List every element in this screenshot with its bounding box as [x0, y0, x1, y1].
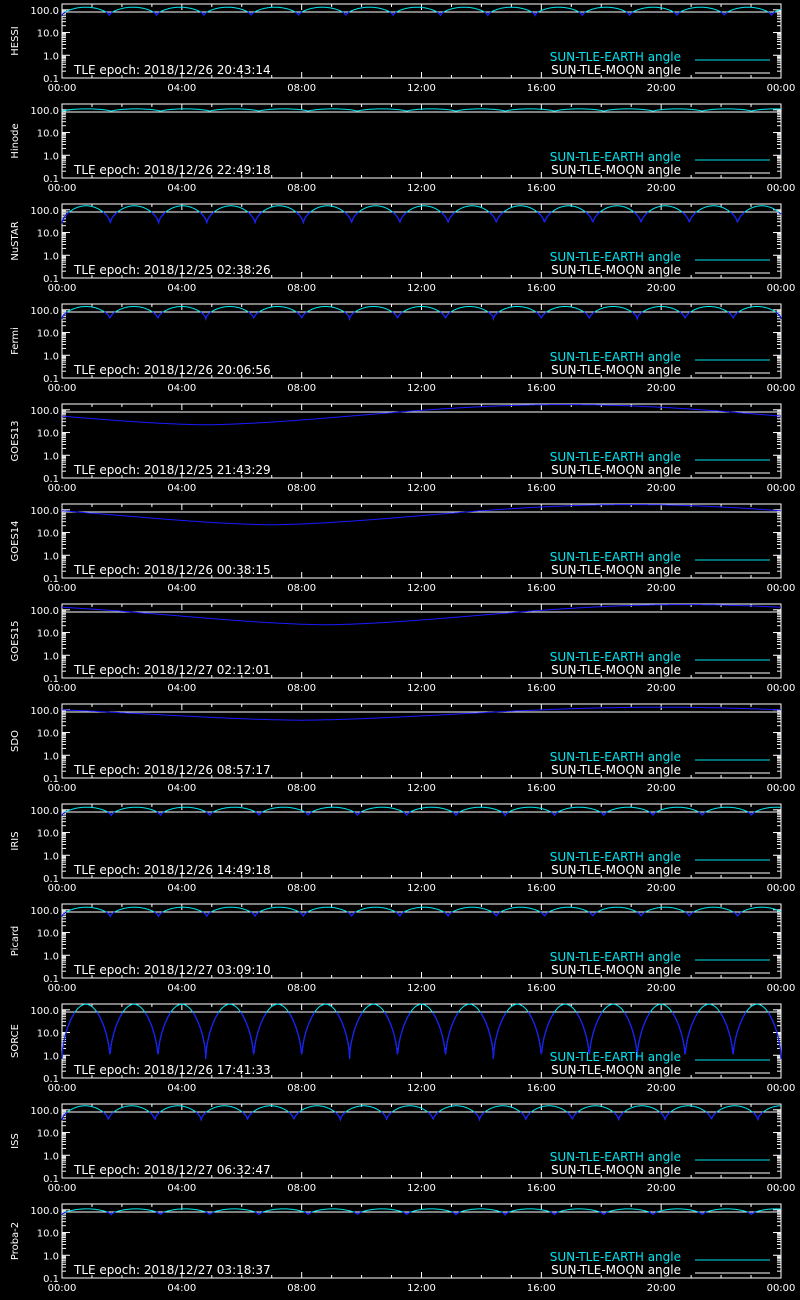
panel-sorce — [0, 1000, 800, 1100]
earth-angle-dip-series — [62, 912, 742, 917]
y-tick-label: 100.0 — [30, 505, 59, 517]
x-tick-label: 16:00 — [526, 683, 556, 694]
x-tick-label: 00:00 — [766, 583, 796, 594]
x-tick-label: 00:00 — [766, 683, 796, 694]
y-tick-label: 0.1 — [43, 1074, 59, 1085]
x-tick-label: 00:00 — [47, 483, 77, 494]
legend-earth-label: SUN-TLE-EARTH angle — [549, 350, 681, 364]
legend-moon-label: SUN-TLE-MOON angle — [551, 1063, 681, 1077]
y-tick-label: 1.0 — [43, 651, 59, 663]
legend-earth-label: SUN-TLE-EARTH angle — [549, 1050, 681, 1064]
x-tick-label: 00:00 — [766, 1283, 796, 1294]
x-tick-label: 00:00 — [47, 383, 77, 394]
y-tick-label: 100.0 — [30, 1205, 59, 1217]
y-tick-label: 1.0 — [43, 1251, 59, 1263]
x-tick-label: 12:00 — [407, 1083, 436, 1094]
x-tick-label: 00:00 — [47, 583, 77, 594]
y-tick-label: 100.0 — [30, 405, 59, 417]
plot-svg-sorce — [0, 1000, 800, 1100]
legend-earth-label: SUN-TLE-EARTH angle — [549, 250, 681, 264]
y-tick-label: 10.0 — [36, 828, 59, 840]
y-tick-label: 1.0 — [43, 1151, 59, 1163]
x-tick-label: 16:00 — [526, 483, 556, 494]
x-tick-label: 04:00 — [167, 1283, 197, 1294]
tle-epoch-text: TLE epoch: 2018/12/27 03:18:37 — [74, 1263, 271, 1277]
x-tick-label: 00:00 — [766, 783, 796, 794]
tle-epoch-text: TLE epoch: 2018/12/26 20:43:14 — [74, 63, 271, 77]
legend-earth-label: SUN-TLE-EARTH angle — [549, 550, 681, 564]
y-tick-label: 100.0 — [30, 205, 59, 217]
x-tick-label: 16:00 — [526, 1283, 556, 1294]
x-tick-label: 20:00 — [646, 1183, 676, 1194]
y-tick-label: 1.0 — [43, 251, 59, 263]
x-tick-label: 16:00 — [526, 183, 556, 194]
earth-angle-series — [62, 109, 781, 112]
plot-svg-goes15 — [0, 600, 800, 700]
x-tick-label: 00:00 — [47, 1083, 77, 1094]
y-axis-label: GOES14 — [10, 520, 21, 562]
y-tick-label: 1.0 — [43, 751, 59, 763]
y-tick-label: 100.0 — [30, 105, 59, 117]
x-tick-label: 04:00 — [167, 383, 197, 394]
x-tick-label: 08:00 — [287, 483, 317, 494]
y-axis-label: Proba-2 — [10, 1221, 21, 1261]
y-axis-label: SORCE — [10, 1024, 21, 1058]
y-tick-label: 0.1 — [43, 974, 59, 985]
x-tick-label: 16:00 — [526, 1183, 556, 1194]
y-tick-label: 0.1 — [43, 174, 59, 185]
y-tick-label: 1.0 — [43, 1051, 59, 1063]
x-tick-label: 12:00 — [407, 83, 436, 94]
y-axis-label: IRIS — [10, 831, 21, 851]
x-tick-label: 08:00 — [287, 383, 317, 394]
x-tick-label: 00:00 — [47, 983, 77, 994]
y-tick-label: 0.1 — [43, 874, 59, 885]
x-tick-label: 20:00 — [646, 683, 676, 694]
legend-moon-label: SUN-TLE-MOON angle — [551, 863, 681, 877]
plot-svg-goes13 — [0, 400, 800, 500]
panel-goes13 — [0, 400, 800, 500]
tle-epoch-text: TLE epoch: 2018/12/26 17:41:33 — [74, 1063, 271, 1077]
legend-earth-label: SUN-TLE-EARTH angle — [549, 150, 681, 164]
x-tick-label: 08:00 — [287, 983, 317, 994]
x-tick-label: 08:00 — [287, 1083, 317, 1094]
y-axis-label: HESSI — [10, 26, 21, 56]
tle-epoch-text: TLE epoch: 2018/12/26 20:06:56 — [74, 363, 271, 377]
y-tick-label: 1.0 — [43, 851, 59, 863]
plot-svg-iss — [0, 1100, 800, 1200]
earth-angle-dip-series — [62, 312, 781, 319]
y-axis-label: GOES15 — [10, 620, 21, 662]
y-tick-label: 10.0 — [36, 1128, 59, 1140]
legend-moon-label: SUN-TLE-MOON angle — [551, 163, 681, 177]
y-tick-label: 0.1 — [43, 74, 59, 85]
legend-moon-label: SUN-TLE-MOON angle — [551, 363, 681, 377]
x-tick-label: 00:00 — [766, 1083, 796, 1094]
legend-earth-label: SUN-TLE-EARTH angle — [549, 1250, 681, 1264]
x-tick-label: 08:00 — [287, 183, 317, 194]
plot-svg-goes14 — [0, 500, 800, 600]
plot-svg-hessi — [0, 0, 800, 100]
y-tick-label: 0.1 — [43, 574, 59, 585]
x-tick-label: 08:00 — [287, 883, 317, 894]
x-tick-label: 00:00 — [47, 1183, 77, 1194]
x-tick-label: 04:00 — [167, 283, 197, 294]
x-tick-label: 16:00 — [526, 583, 556, 594]
legend-earth-label: SUN-TLE-EARTH angle — [549, 450, 681, 464]
earth-angle-dip-series — [62, 1112, 763, 1120]
x-tick-label: 16:00 — [526, 283, 556, 294]
y-tick-label: 0.1 — [43, 274, 59, 285]
x-tick-label: 08:00 — [287, 283, 317, 294]
x-tick-label: 00:00 — [766, 183, 796, 194]
x-tick-label: 12:00 — [407, 383, 436, 394]
y-tick-label: 0.1 — [43, 474, 59, 485]
x-tick-label: 20:00 — [646, 883, 676, 894]
x-tick-label: 08:00 — [287, 583, 317, 594]
y-tick-label: 100.0 — [30, 1105, 59, 1117]
x-tick-label: 20:00 — [646, 183, 676, 194]
legend-moon-label: SUN-TLE-MOON angle — [551, 463, 681, 477]
y-tick-label: 1.0 — [43, 951, 59, 963]
plot-svg-iris — [0, 800, 800, 900]
x-tick-label: 00:00 — [47, 683, 77, 694]
plot-svg-nustar — [0, 200, 800, 300]
y-tick-label: 0.1 — [43, 774, 59, 785]
x-tick-label: 04:00 — [167, 883, 197, 894]
panel-iss — [0, 1100, 800, 1200]
y-axis-label: Fermi — [10, 327, 21, 355]
y-tick-label: 10.0 — [36, 128, 59, 140]
x-tick-label: 04:00 — [167, 183, 197, 194]
earth-angle-dip-series — [62, 812, 755, 816]
x-tick-label: 00:00 — [47, 1283, 77, 1294]
y-tick-label: 1.0 — [43, 551, 59, 563]
plot-svg-sdo — [0, 700, 800, 800]
x-tick-label: 00:00 — [766, 83, 796, 94]
y-tick-label: 0.1 — [43, 374, 59, 385]
x-tick-label: 00:00 — [47, 783, 77, 794]
x-tick-label: 20:00 — [646, 483, 676, 494]
x-tick-label: 16:00 — [526, 983, 556, 994]
y-tick-label: 100.0 — [30, 905, 59, 917]
x-tick-label: 00:00 — [47, 883, 77, 894]
x-tick-label: 12:00 — [407, 1283, 436, 1294]
tle-epoch-text: TLE epoch: 2018/12/27 02:12:01 — [74, 663, 271, 677]
x-tick-label: 00:00 — [766, 1183, 796, 1194]
y-axis-label: SDO — [10, 730, 21, 752]
y-tick-label: 100.0 — [30, 805, 59, 817]
x-tick-label: 08:00 — [287, 1283, 317, 1294]
y-tick-label: 10.0 — [36, 628, 59, 640]
x-tick-label: 16:00 — [526, 1083, 556, 1094]
x-tick-label: 04:00 — [167, 483, 197, 494]
earth-angle-dip-series — [62, 212, 781, 224]
panel-sdo — [0, 700, 800, 800]
x-tick-label: 00:00 — [47, 183, 77, 194]
x-tick-label: 04:00 — [167, 783, 197, 794]
y-tick-label: 10.0 — [36, 528, 59, 540]
x-tick-label: 16:00 — [526, 783, 556, 794]
x-tick-label: 20:00 — [646, 1283, 676, 1294]
y-tick-label: 100.0 — [30, 1005, 59, 1017]
x-tick-label: 20:00 — [646, 283, 676, 294]
x-tick-label: 12:00 — [407, 883, 436, 894]
plot-svg-picard — [0, 900, 800, 1000]
tle-epoch-text: TLE epoch: 2018/12/26 08:57:17 — [74, 763, 271, 777]
earth-angle-series — [62, 807, 781, 816]
y-tick-label: 100.0 — [30, 705, 59, 717]
y-tick-label: 100.0 — [30, 5, 59, 17]
panel-hessi — [0, 0, 800, 100]
panel-fermi — [0, 300, 800, 400]
earth-angle-series — [62, 1106, 781, 1120]
x-tick-label: 00:00 — [766, 283, 796, 294]
x-tick-label: 20:00 — [646, 583, 676, 594]
legend-moon-label: SUN-TLE-MOON angle — [551, 563, 681, 577]
panel-hinode — [0, 100, 800, 200]
x-tick-label: 08:00 — [287, 783, 317, 794]
panel-picard — [0, 900, 800, 1000]
legend-earth-label: SUN-TLE-EARTH angle — [549, 950, 681, 964]
x-tick-label: 08:00 — [287, 83, 317, 94]
x-tick-label: 00:00 — [766, 483, 796, 494]
x-tick-label: 12:00 — [407, 983, 436, 994]
x-tick-label: 00:00 — [766, 883, 796, 894]
panel-proba-2 — [0, 1200, 800, 1300]
y-tick-label: 10.0 — [36, 428, 59, 440]
x-tick-label: 20:00 — [646, 1083, 676, 1094]
tle-epoch-text: TLE epoch: 2018/12/26 14:49:18 — [74, 863, 271, 877]
legend-moon-label: SUN-TLE-MOON angle — [551, 1163, 681, 1177]
y-tick-label: 1.0 — [43, 351, 59, 363]
legend-earth-label: SUN-TLE-EARTH angle — [549, 850, 681, 864]
y-axis-label: ISS — [10, 1133, 21, 1149]
y-tick-label: 0.1 — [43, 1174, 59, 1185]
x-tick-label: 04:00 — [167, 1083, 197, 1094]
tle-epoch-text: TLE epoch: 2018/12/27 03:09:10 — [74, 963, 271, 977]
y-tick-label: 100.0 — [30, 605, 59, 617]
y-tick-label: 0.1 — [43, 1274, 59, 1285]
x-tick-label: 20:00 — [646, 983, 676, 994]
x-tick-label: 12:00 — [407, 183, 436, 194]
tle-epoch-text: TLE epoch: 2018/12/25 21:43:29 — [74, 463, 271, 477]
y-tick-label: 10.0 — [36, 28, 59, 40]
y-axis-label: GOES13 — [10, 420, 21, 462]
x-tick-label: 12:00 — [407, 1183, 436, 1194]
y-tick-label: 100.0 — [30, 305, 59, 317]
legend-earth-label: SUN-TLE-EARTH angle — [549, 650, 681, 664]
x-tick-label: 20:00 — [646, 783, 676, 794]
x-tick-label: 04:00 — [167, 983, 197, 994]
x-tick-label: 12:00 — [407, 683, 436, 694]
y-tick-label: 10.0 — [36, 1028, 59, 1040]
y-tick-label: 10.0 — [36, 928, 59, 940]
x-tick-label: 08:00 — [287, 683, 317, 694]
y-tick-label: 10.0 — [36, 228, 59, 240]
plot-svg-hinode — [0, 100, 800, 200]
legend-moon-label: SUN-TLE-MOON angle — [551, 1263, 681, 1277]
panel-iris — [0, 800, 800, 900]
legend-moon-label: SUN-TLE-MOON angle — [551, 963, 681, 977]
y-tick-label: 10.0 — [36, 328, 59, 340]
y-axis-label: Hinode — [10, 123, 21, 159]
tle-epoch-text: TLE epoch: 2018/12/26 22:49:18 — [74, 163, 271, 177]
x-tick-label: 12:00 — [407, 483, 436, 494]
x-tick-label: 16:00 — [526, 883, 556, 894]
y-tick-label: 10.0 — [36, 728, 59, 740]
legend-earth-label: SUN-TLE-EARTH angle — [549, 50, 681, 64]
legend-moon-label: SUN-TLE-MOON angle — [551, 63, 681, 77]
y-axis-label: NuSTAR — [10, 221, 21, 261]
x-tick-label: 12:00 — [407, 283, 436, 294]
tle-epoch-text: TLE epoch: 2018/12/25 02:38:26 — [74, 263, 271, 277]
y-axis-label: Picard — [10, 925, 21, 957]
x-tick-label: 00:00 — [766, 383, 796, 394]
panel-goes14 — [0, 500, 800, 600]
y-tick-label: 1.0 — [43, 151, 59, 163]
x-tick-label: 12:00 — [407, 583, 436, 594]
x-tick-label: 04:00 — [167, 583, 197, 594]
plot-svg-proba-2 — [0, 1200, 800, 1300]
legend-moon-label: SUN-TLE-MOON angle — [551, 263, 681, 277]
y-tick-label: 1.0 — [43, 51, 59, 63]
x-tick-label: 08:00 — [287, 1183, 317, 1194]
legend-moon-label: SUN-TLE-MOON angle — [551, 663, 681, 677]
x-tick-label: 16:00 — [526, 383, 556, 394]
x-tick-label: 20:00 — [646, 83, 676, 94]
tle-epoch-text: TLE epoch: 2018/12/27 06:32:47 — [74, 1163, 271, 1177]
x-tick-label: 20:00 — [646, 383, 676, 394]
panel-nustar — [0, 200, 800, 300]
x-tick-label: 04:00 — [167, 83, 197, 94]
x-tick-label: 04:00 — [167, 683, 197, 694]
plot-svg-fermi — [0, 300, 800, 400]
y-tick-label: 10.0 — [36, 1228, 59, 1240]
legend-moon-label: SUN-TLE-MOON angle — [551, 763, 681, 777]
earth-angle-dip-series — [62, 12, 775, 16]
y-tick-label: 1.0 — [43, 451, 59, 463]
legend-earth-label: SUN-TLE-EARTH angle — [549, 750, 681, 764]
x-tick-label: 16:00 — [526, 83, 556, 94]
x-tick-label: 00:00 — [766, 983, 796, 994]
x-tick-label: 12:00 — [407, 783, 436, 794]
panel-goes15 — [0, 600, 800, 700]
tle-epoch-text: TLE epoch: 2018/12/26 00:38:15 — [74, 563, 271, 577]
x-tick-label: 04:00 — [167, 1183, 197, 1194]
legend-earth-label: SUN-TLE-EARTH angle — [549, 1150, 681, 1164]
y-tick-label: 0.1 — [43, 674, 59, 685]
x-tick-label: 00:00 — [47, 283, 77, 294]
x-tick-label: 00:00 — [47, 83, 77, 94]
